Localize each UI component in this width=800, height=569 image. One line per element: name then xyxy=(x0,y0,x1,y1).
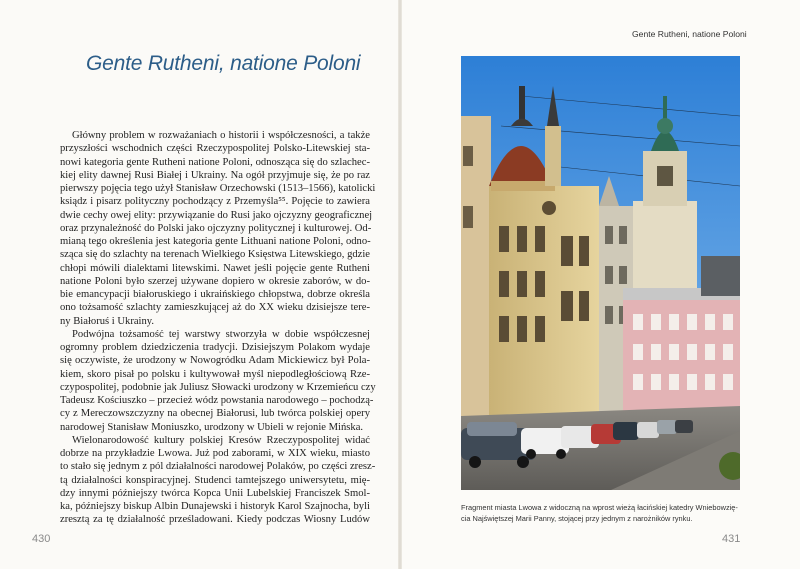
body-text-line: sząca się do szlachty na terenach Wielkiego Księstwa Litewskiego, gdzie xyxy=(60,249,371,261)
body-text-line: ny Białoruś i Ukrainy. xyxy=(60,315,155,327)
body-text-line: nowi kategoria gente Rutheni natione Poloni, odnosząca się do szlachec- xyxy=(60,156,370,168)
page-number-left: 430 xyxy=(32,533,51,545)
body-text-line: dwie cechy owej elity: przywiązanie do Rusi jako ojczyzny geograficznej xyxy=(60,209,373,221)
page-number-right: 431 xyxy=(722,533,741,545)
photo-caption xyxy=(461,502,741,524)
body-text-line: Główny problem w rozważaniach o historii i współczesności, a także xyxy=(72,130,370,141)
caption-line: Fragment miasta Lwowa z widoczną na wprost wieżą łacińskiej katedry Wniebowzię- xyxy=(461,503,738,512)
body-text-line: ka, późniejszy biskup Albin Dunajewski i historyk Karol Szajnocha, byli xyxy=(60,501,370,512)
body-text-line: ono tożsamość szlachty zamieszkującej aż do XX wieku dzisiejsze tere- xyxy=(60,302,370,314)
body-text-line: kiej elity dawnej Rusi Białej i Ukrainy. Na ogół przyjmuje się, że po raz xyxy=(60,169,370,181)
body-text-line: się oczywiste, że urodzony w Nowogródku Adam Mickiewicz był Pola- xyxy=(60,355,370,367)
body-text-line: bie emancypacji białoruskiego i ukraińskiego chłopstwa, dobrze określa xyxy=(60,289,370,300)
body-text xyxy=(60,129,376,527)
body-text-line: Podwójna tożsamość tej warstwy stworzyła w dobie współczesnej xyxy=(72,328,370,340)
body-text-line: czypospolitej, podobnie jak Juliusz Słowacki urodzony w Krzemieńcu czy xyxy=(60,381,376,393)
body-text-line: cy z Mereczowszczyzny na obecnej Białorusi, lub twórca polskiej opery xyxy=(60,408,370,420)
body-text-line: kiem, skoro pisał po polsku i kultywował myśl niepodległościową Rze- xyxy=(60,368,370,380)
body-text-line: Tadeusz Kościuszko – przecież wódz powstania narodowego – pochodzą- xyxy=(60,395,374,406)
book-gutter xyxy=(398,0,402,569)
body-text-line: narodowej Stanisław Moniuszko, urodzony w Ubieli w rejonie Mińska. xyxy=(60,421,364,433)
chapter-title: Gente Rutheni, natione Poloni xyxy=(86,52,361,75)
body-text-line: ogromny problem dziedziczenia tradycji. Dzisiejszym Polakom wydaje xyxy=(60,342,370,353)
body-text-line: chłopi mówili dialektami litewskimi. Nawet jeśli pojęcie gente Rutheni xyxy=(60,262,370,274)
body-text-line: Wielonarodowość kultury polskiej Kresów Rzeczypospolitej widać xyxy=(72,434,370,446)
body-text-line: dobrze na przykładzie Lwowa. Już pod zaborami, w XIX wieku, miasto xyxy=(60,448,370,459)
body-text-line: oraz przynależność do Polski jako ojczyzny politycznej i kulturowej. Od- xyxy=(60,222,372,234)
running-head: Gente Rutheni, natione Poloni xyxy=(632,29,747,39)
body-text-line: to stało się jednym z pól działalności narodowej Polaków, po części zresz- xyxy=(60,461,376,473)
caption-line: cia Najświętszej Marii Panny, stojącej przy jednym z narożników rynku. xyxy=(461,514,693,523)
body-text-line: pierwszy pojęcia tego użył Stanisław Orzechowski (1513–1566), katolicki xyxy=(60,183,376,194)
body-text-line: mianą tego określenia jest kategoria gente Lithuani natione Poloni, odno- xyxy=(60,236,371,247)
body-text-line: ksiądz i pisarz polityczny pochodzący z Przemyśla⁵⁵. Pojęcie to zawiera xyxy=(60,196,370,208)
body-text-line: zresztą za tę działalność prześladowani. Kiedy podczas Wiosny Ludów xyxy=(60,514,370,526)
photo-lviv-street xyxy=(461,56,740,490)
body-text-line: tą działalności konspiracyjnej. Studenci tamtejszego uniwersytetu, mię- xyxy=(60,474,370,486)
body-text-line: dzy innymi późniejszy twórca Kopca Unii Lubelskiej Franciszek Smol- xyxy=(60,487,370,499)
body-text-line: przyszłości wschodnich części Rzeczypospolitej Polsko-Litewskiej sta- xyxy=(60,143,370,155)
body-text-line: natione Poloni było szerzej używane dopiero w okresie zaborów, w do- xyxy=(60,275,370,287)
